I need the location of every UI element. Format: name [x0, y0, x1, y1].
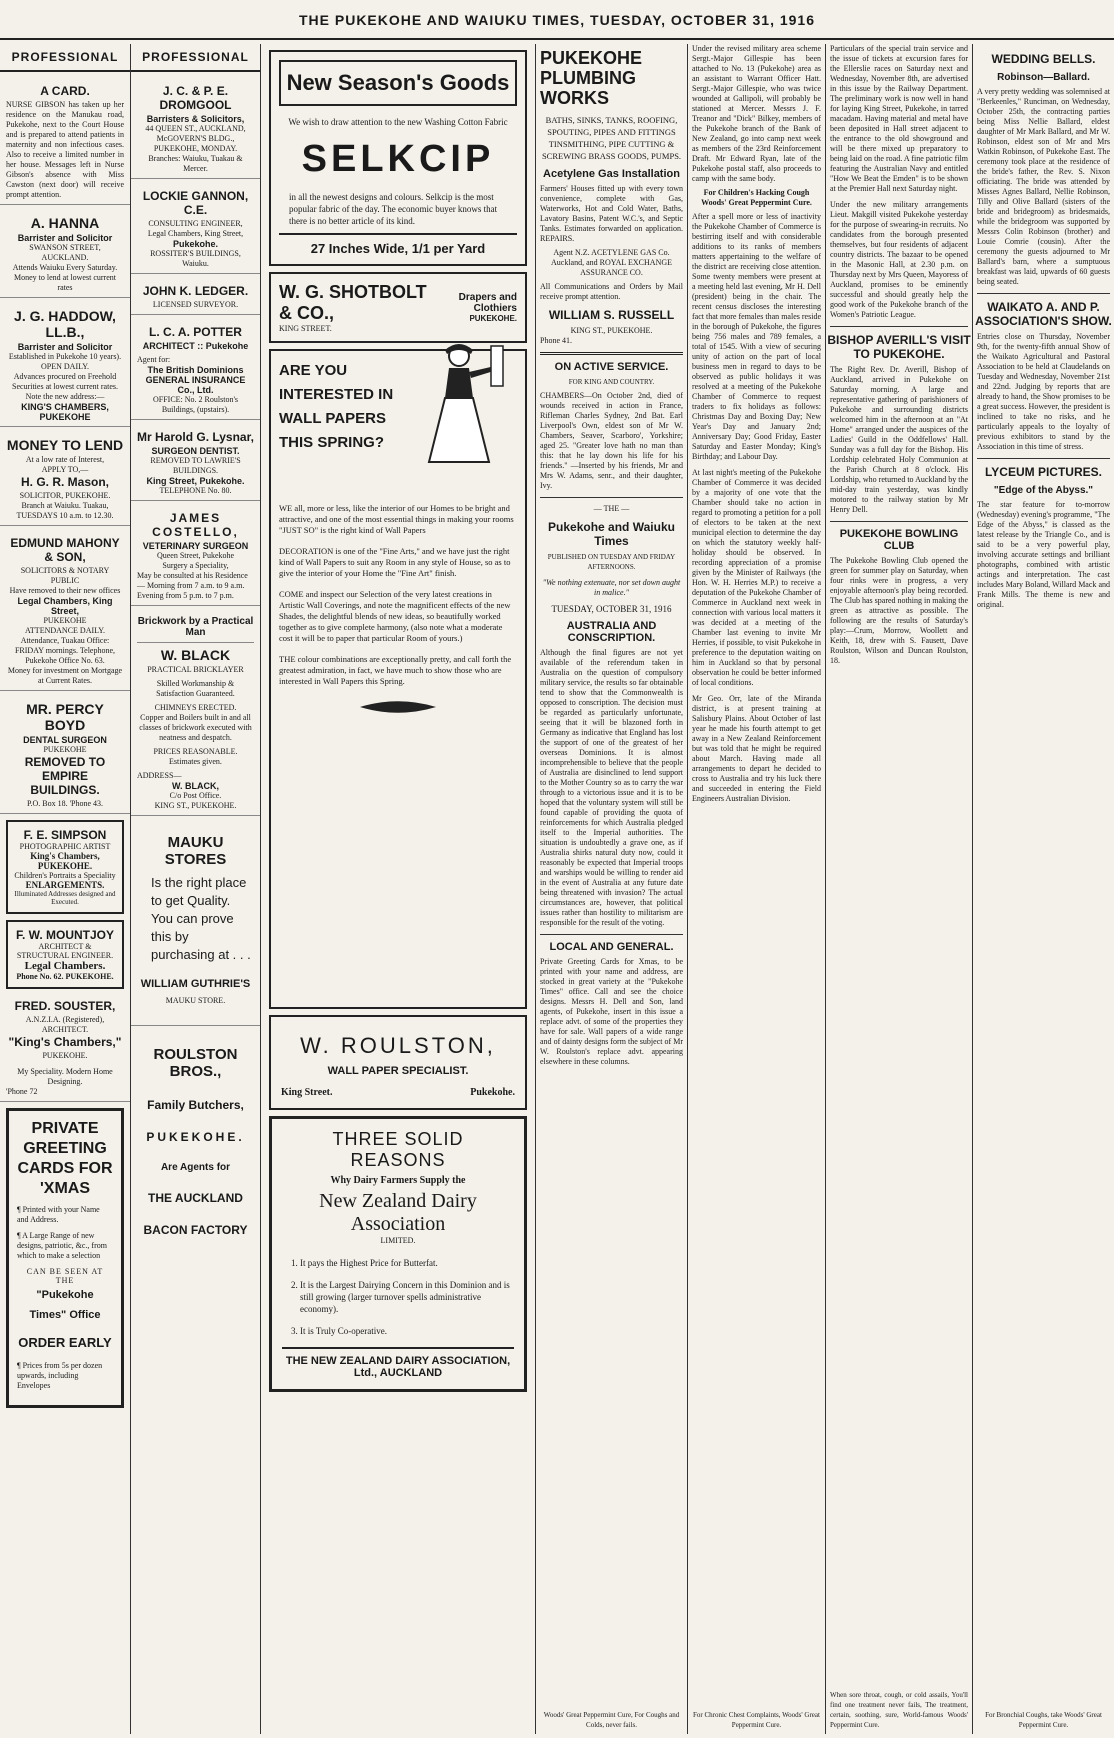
- potter-role: ARCHITECT :: Pukekohe: [142, 341, 249, 351]
- black-role: PRACTICAL BRICKLAYER: [147, 665, 244, 674]
- simpson-note: Children's Portraits a Speciality: [14, 871, 116, 880]
- column-advertisements: [260, 44, 535, 1734]
- black-chimneys: CHIMNEYS ERECTED.: [154, 703, 237, 712]
- souster-role: A.N.Z.I.A. (Registered), ARCHITECT.: [25, 1015, 105, 1034]
- money-title: MONEY TO LEND: [6, 437, 124, 453]
- column-professional-1: [0, 44, 130, 1734]
- wall-headline: ARE YOU INTERESTED IN WALL PAPERS THIS SPRING?: [279, 362, 394, 451]
- news-text-a: Under the revised military area scheme Sergt.-Major Gillespie has been attached to No. 13 (Pukekohe) area as an assistant to Warrant Officer Hatt. Sergt.-Major Gillespie, who was twice wounded at Gallipoli, will probably be stationed at Mercer. Messrs J. F. Treanor and "Dick" Bilkey, members of the Pukekohe branch of the Bank of New Zealand, go into camp next week as members of the 23rd Reinforcement Draft. Mr Edward Ryan, late of the Pukekohe postal staff, also proceeds to camp with the same body.: [692, 44, 821, 183]
- guthrie-name: WILLIAM GUTHRIE'S: [140, 978, 251, 990]
- roulston-bacon: BACON FACTORY: [143, 1223, 248, 1237]
- shotbolt-name: W. G. SHOTBOLT & CO.,: [279, 282, 427, 323]
- divider: [830, 521, 968, 522]
- potter-ad: [131, 321, 260, 420]
- hanna-note: Attends Waiuku Every Saturday. Money to lend at lowest current rates: [12, 263, 118, 292]
- souster-ad: [0, 995, 130, 1102]
- boyd-ad: [0, 697, 130, 814]
- guthrie-sub: MAUKU STORE.: [165, 996, 226, 1005]
- roulston-street: King Street.: [281, 1087, 333, 1098]
- costello-name: JAMES COSTELLO,: [152, 511, 239, 539]
- lysnar-role: SURGEON DENTIST.: [151, 446, 240, 456]
- potter-name: L. C. A. POTTER: [149, 325, 242, 339]
- bowling-title: PUKEKOHE BOWLING CLUB: [839, 528, 959, 552]
- greeting-printed: ¶ Printed with your Name and Address.: [17, 1205, 100, 1224]
- divider: [540, 934, 683, 935]
- divider: [977, 458, 1110, 459]
- black-skill: Skilled Workmanship & Satisfaction Guaranteed.: [156, 679, 235, 698]
- black-name: W. BLACK: [160, 647, 231, 663]
- plumb-services: BATHS, SINKS, TANKS, ROOFING, SPOUTING, PIPES AND FITTINGS TINSMITHING, PIPE CUTTING & SCREWING BRASS GOODS, PUMPS.: [541, 115, 682, 161]
- lysnar-phone: TELEPHONE No. 80.: [159, 486, 232, 495]
- dromgool-building: McGOVERN'S BLDG., PUKEKOHE, MONDAY.: [153, 134, 238, 153]
- wall-papers-ad: [269, 349, 527, 1009]
- gannon-address: Legal Chambers, King Street,: [147, 229, 244, 238]
- mahony-name: EDMUND MAHONY & SON,: [10, 536, 120, 564]
- shotbolt-ad: [269, 272, 527, 343]
- wall-p3: COME and inspect our Selection of the very latest creations in Artistic Wall Coverings, and note the magnificent effects of the new Shades, the delightful blends of new ideas, so beautifully worked together as to give complete harmony, (also note what a moderate cost it will be to paper that particular Room of yours.): [279, 589, 511, 643]
- dromgool-address: 44 QUEEN ST., AUCKLAND,: [145, 124, 246, 133]
- mahony-note: Have removed to their new offices: [9, 586, 121, 595]
- greeting-order: ORDER EARLY: [18, 1335, 112, 1350]
- lyceum-title: LYCEUM PICTURES.: [985, 465, 1102, 479]
- money-rate: At a low rate of Interest,: [25, 455, 105, 464]
- lyceum-text: The star feature for to-morrow (Wednesday) evening's programme, "The Edge of the Abyss," is classed as the latest release by the Triangle Co., and is said to be a very powerful play, involving accurate settings and brilliant photographs, combined with artistic actings and interpretation. The cast includes Mary Boland, Willard Mack and Frank Mills. The theme is new and original.: [977, 500, 1110, 609]
- simpson-address: King's Chambers, PUKEKOHE.: [30, 851, 100, 871]
- wedding-text: A very pretty wedding was solemnised at "Berkeenles," Runciman, on Wednesday, October 25th, the contracting parties being Miss Nellie Ballard, eldest daughter of Mr Mark Ballard, and Mr W. Robinson, eldest son of Mr and Mrs Watkin Robinson, of Pukekohe East. The ceremony took place at the residence of the bride's father, the Rev. S. Nixon officiating. The bride was attended by Misses Agnes Ballard, Nellie Robinson, Tilly and Olive Ballard (sisters of the bride and bridegroom) as bridesmaids, while the bridegroom was supported by Messrs Colin Robinson (brother) and Louie Comrie (cousin). After the ceremony the guests adjourned to Mr Ballard's barn, where a sumptuous breakfast was laid, upwards of 60 guests being seated.: [977, 87, 1110, 286]
- gannon-name: LOCKIE GANNON, C.E.: [142, 189, 249, 217]
- mahony-ad: [0, 532, 130, 691]
- costello-ad: [131, 507, 260, 606]
- souster-speciality: My Speciality. Modern Home Designing.: [17, 1067, 113, 1086]
- published-note: PUBLISHED ON TUESDAY AND FRIDAY AFTERNOONS.: [547, 553, 676, 571]
- dromgool-branches: Branches: Waiuku, Tuakau & Mercer.: [148, 154, 243, 173]
- mountjoy-role: ARCHITECT & STRUCTURAL ENGINEER.: [16, 942, 114, 960]
- black-po: C/o Post Office.: [169, 791, 222, 800]
- shotbolt-town: PUKEKOHE.: [469, 314, 517, 323]
- reasons-footer: THE NEW ZEALAND DAIRY ASSOCIATION, Ltd., AUCKLAND: [282, 1347, 514, 1379]
- shotbolt-street: KING STREET.: [279, 324, 332, 333]
- dromgool-role: Barristers & Solicitors,: [146, 114, 245, 124]
- column-plumbing-editorial: [535, 44, 687, 1734]
- hanna-title: Barrister and Solicitor: [17, 233, 113, 243]
- costello-note: May be consulted at his Residence — Morning from 7 a.m. to 9 a.m. Evening from 5 p.m. to 7 p.m.: [137, 571, 248, 600]
- greeting-range: ¶ A Large Range of new designs, patriotic, &c., from which to make a selection: [17, 1231, 107, 1260]
- reason-3: 3. It is Truly Co-operative.: [300, 1325, 514, 1337]
- greeting-seen: CAN BE SEEN AT THE: [26, 1267, 104, 1285]
- acetylene-title: Acetylene Gas Installation: [543, 168, 680, 180]
- roulston-the: THE AUCKLAND: [148, 1191, 243, 1205]
- mauku-title: MAUKU STORES: [164, 834, 227, 868]
- potter-office: OFFICE: No. 2 Roulston's Buildings, (upstairs).: [152, 395, 238, 414]
- wall-p4: THE colour combinations are exceptionally pretty, and call forth the greatest admiration, in fact, we have much to show those who are interested in Wall Papers this Spring.: [279, 654, 512, 686]
- souster-town: PUKEKOHE.: [42, 1051, 88, 1060]
- roulston-name: W. ROULSTON,: [300, 1033, 496, 1058]
- ledger-ad: [131, 280, 260, 315]
- mountjoy-name: F. W. MOUNTJOY: [15, 928, 114, 942]
- news-text-b: Under the new military arrangements Lieut. Makgill visited Pukekohe yesterday for the purpose of swearing-in recruits. No candidates from the borough presented themselves, but four residents of adjacent country districts. The bazaar to be opened in the Masonic Hall, at 2.30 p.m. on Thursday next by Mrs Queen, Mayoress of Auckland, promises to be eminently successful and should greatly help the good work of the Pukekohe branch of the Women's Patriotic League.: [830, 200, 968, 319]
- hanna-ad: [0, 211, 130, 298]
- roulston-ad: [269, 1015, 527, 1110]
- wall-p1: WE all, more or less, like the interior of our Homes to be bright and attractive, and one of the most essential things in making your rooms "JUST SO" is the right kind of Wall Papers: [279, 503, 514, 535]
- roulston-town: Pukekohe.: [470, 1087, 515, 1098]
- bowling-text: The Pukekohe Bowling Club opened the green for summer play on Saturday, when four rinks were in progress, a very enjoyable afternoon's play being recorded. The Club has spared nothing in making the green as attractive as possible. The following are the results of Saturday's play:—Crum, Morrow, Woollett and Keith, 18, drew with S. Fausett, Dave Roulston, Wilson and Duncan Roulston, 18.: [830, 556, 968, 665]
- plumbing-ad: [536, 44, 687, 346]
- money-apply: APPLY TO,—: [41, 465, 89, 474]
- roulston-bros-ad: [131, 1025, 260, 1261]
- souster-phone: 'Phone 72: [6, 1087, 38, 1096]
- costello-role: VETERINARY SURGEON: [142, 541, 249, 551]
- simpson-name: F. E. SIMPSON: [23, 828, 107, 842]
- black-name-2: W. BLACK,: [172, 781, 219, 791]
- russell-name: WILLIAM S. RUSSELL: [548, 308, 675, 322]
- the-label: — THE —: [593, 504, 630, 513]
- plumb-title: PUKEKOHE PLUMBING WORKS: [540, 48, 643, 108]
- roulston-agents: Are Agents for: [160, 1162, 231, 1173]
- acetylene-text: Farmers' Houses fitted up with every town convenience, complete with Gas, Waterworks, Hot and Cold Water, Baths, Lavatory Basins, Patent W.C.'s, and Septic Tanks. Estimates forwarded on application. REPAIRS.: [540, 184, 683, 243]
- local-text: Private Greeting Cards for Xmas, to be printed with your name and address, are stocked in great variety at the "Pukekohe Times" office. Call and see the choice designs. Messrs H. Dell and Son, land agents, of Pukekohe, insert in this issue a replace advt. of some of the properties they have for sale. Wall papers of a wide range and of dainty designs form the subject of Mr W. Roulston's replace advt. appearing elsewhere in these columns.: [540, 957, 683, 1066]
- reasons-title: THREE SOLID REASONS: [332, 1129, 464, 1170]
- black-address-label: ADDRESS—: [137, 771, 182, 780]
- potter-agent: Agent for:: [137, 355, 171, 364]
- haddow-established: Established in Pukekohe 10 years).: [8, 352, 122, 361]
- gannon-role: CONSULTING ENGINEER,: [148, 219, 243, 228]
- shotbolt-trade: Drapers and Clothiers: [458, 292, 517, 314]
- active-service-text: CHAMBERS—On October 2nd, died of wounds received in action in France, Rifleman Charles Sydney, 2nd Bat. Earl Liverpool's Own, eldest son of Mr W. Chambers, Seaver, Scarboro', Yorkshire; aged 25. "Greater love hath no man than this: that he lay down his life for his friends." —Inserted by his friends, Mr and Mrs W. Adams, senr., and their daughter, Ivy.: [540, 391, 683, 490]
- roulston-bros-name: ROULSTON BROS.,: [153, 1046, 238, 1080]
- reasons-name: New Zealand Dairy Association: [319, 1190, 477, 1235]
- divider: [540, 497, 683, 498]
- simpson-ad: [6, 820, 124, 914]
- mauku-stores-ad: [131, 822, 260, 1011]
- gannon-town: Pukekohe.: [172, 239, 219, 249]
- column-news-2: [825, 44, 972, 1734]
- australia-title: AUSTRALIA AND CONSCRIPTION.: [566, 620, 657, 644]
- acetylene-comm: All Communications and Orders by Mail receive prompt attention.: [540, 282, 683, 301]
- goods-width: 27 Inches Wide, 1/1 per Yard: [279, 233, 517, 256]
- masthead: [0, 0, 1114, 40]
- haddow-ad: [0, 304, 130, 427]
- bishop-text: The Right Rev. Dr. Averill, Bishop of Auckland, arrived in Pukekohe on Saturday morning. A large and representative gathering of parishioners of Pukekohe and surrounding districts welcomed him in the afternoon at an "At Home" arranged under the auspices of the Ladies' Guild in the Oddfellows' Hall. Sunday was a full day for the Bishop. His Lordship celebrated Holy Communion at the Parish Church at 8 o'clock. His Lordship, who returned to Auckland by the mid-day train yesterday, was kindly motored to the railway station by Mr Henry Dell.: [830, 365, 968, 514]
- dairy-association-ad: [269, 1116, 527, 1392]
- haddow-title: Barrister and Solicitor: [17, 342, 113, 352]
- waikato-text: Entries close on Thursday, November 9th, for the twenty-fifth annual Show of the Waikato Agricultural and Pastoral Association to be held at Claudelands on Tuesday and Wednesday, November 21st and 22nd. Judging by reports that are already to hand, the Show promises to be a great success. However, the president is inclined to take no risks, and he particularly appeals to the loyalty of previous exhibitors to stand by the Association in this time of stress.: [977, 332, 1110, 451]
- ledger-name: JOHN K. LEDGER.: [142, 284, 249, 298]
- boyd-removed: REMOVED TO EMPIRE BUILDINGS.: [24, 755, 106, 797]
- mahony-town: PUKEKOHE: [43, 616, 87, 625]
- lysnar-name: Mr Harold G. Lysnar,: [137, 430, 254, 444]
- russell-phone: Phone 41.: [540, 336, 572, 345]
- black-prices: PRICES REASONABLE. Estimates given.: [153, 747, 238, 766]
- hanna-address: SWANSON STREET, AUCKLAND.: [29, 243, 101, 262]
- col4-footer: Woods' Great Peppermint Cure, For Coughs and Colds, never fails.: [543, 1711, 680, 1729]
- news-text-b: After a spell more or less of inactivity the Pukekohe Chamber of Commerce is bestirring itself and with considerable additions to its ranks of members matters appertaining to the welfare of the district are receiving close attention. Some twenty members were present at a meeting held last evening, Mr H. Dell (president) being in the chair. The recent census discloses the interesting fact that more females than males reside in the borough of Pukekohe, the figures being 756 males and 789 females, a total of 1545. With a view of securing unity of action on the part of local business men in regard to days to be observed as public holidays it was resolved at a meeting of the Pukekohe Chamber of Commerce to request traders to fix holidays as follows: Christmas Day and Boxing Day; New Year's Day and January 2nd; Anniversary Day; Good Friday, Easter Saturday and Easter Monday; King's Birthday; and Labour Day.: [692, 212, 821, 461]
- gannon-ad: [131, 185, 260, 274]
- wedding-title: WEDDING BELLS.: [991, 52, 1096, 66]
- russell-address: KING ST., PUKEKOHE.: [570, 326, 653, 335]
- potter-company: The British Dominions GENERAL INSURANCE Co., Ltd.: [145, 365, 246, 395]
- mountjoy-ad: [6, 920, 124, 989]
- local-title: LOCAL AND GENERAL.: [549, 941, 674, 953]
- mahony-role: SOLICITORS & NOTARY PUBLIC: [20, 566, 110, 585]
- simpson-role: PHOTOGRAPHIC ARTIST: [19, 842, 111, 851]
- new-season-goods-ad: [269, 50, 527, 266]
- australia-text: Although the final figures are not yet available of the referendum taken in Australia on the question of compulsory military service, the results so far obtainable tend to show that the Commonwealth is opposed to conscription. The decision must be regarded as particularly unfortunate, seeing that it will be blazoned forth in Germany as indicative that England has lost the support of one of the greatest of her overseas Dominions. It is almost incomprehensible to believe that the people of Australia are disinclined to lend support to the Mother Country so as to carry the war through to a victorious issue and it is to be hoped that the voluntary system will still be found capable of providing the quota of reinforcements for which Australia pledged itself to the Imperial authorities. The situation is undoubtedly a grave one, as if Australia shirks natural duty now, could it reasonably be expected that Imperial troops and warships would be willing to render aid in the event of Australia at any future date being threatened with invasion? The actual circumstances are, however, that political issues rather than hostility to militarism are responsible for the result of the voting.: [540, 648, 683, 927]
- section-header: PROFESSIONAL: [0, 44, 130, 72]
- black-head: Brickwork by a Practical Man: [137, 616, 254, 643]
- divider: [830, 326, 968, 327]
- column-news-1: [687, 44, 825, 1734]
- simpson-enlargements: ENLARGEMENTS.: [25, 880, 105, 890]
- boyd-name: MR. PERCY BOYD: [26, 701, 104, 733]
- goods-intro: We wish to draw attention to the new Washing Cotton Fabric: [288, 117, 508, 127]
- money-name: H. G. R. Mason,: [20, 475, 109, 489]
- boyd-box: P.O. Box 18. 'Phone 43.: [26, 799, 104, 808]
- reasons-list: [282, 1257, 514, 1337]
- nurse-card-ad: [0, 80, 130, 205]
- goods-brand: SELKCIP: [301, 138, 495, 180]
- column-professional-2: [130, 44, 260, 1734]
- children-head: For Children's Hacking Cough Woods' Great Peppermint Cure.: [701, 188, 812, 207]
- wedding-sub: Robinson—Ballard.: [997, 72, 1090, 83]
- mauku-pitch: Is the right place to get Quality. You can prove this by purchasing at . . .: [151, 875, 251, 962]
- lysnar-note: REMOVED TO LAWRIE'S BUILDINGS.: [150, 456, 241, 475]
- acetylene-agent: Agent N.Z. ACETYLENE GAS Co. Auckland, and ROYAL EXCHANGE ASSURANCE CO.: [550, 248, 673, 277]
- lyceum-sub: "Edge of the Abyss.": [993, 485, 1094, 496]
- souster-address: "King's Chambers,": [8, 1035, 122, 1049]
- woman-illustration: [407, 349, 507, 468]
- reason-2: 2. It is the Largest Dairying Concern in this Dominion and is still growing (larger turnover spells administrative economy).: [300, 1279, 514, 1315]
- haddow-address: KING'S CHAMBERS, PUKEKOHE: [21, 402, 109, 422]
- paper-name: Pukekohe and Waiuku Times: [548, 520, 675, 548]
- column-social: [972, 44, 1114, 1734]
- mountjoy-phone: Phone No. 62. PUKEKOHE.: [16, 972, 114, 981]
- black-ad: [131, 612, 260, 816]
- black-town: KING ST., PUKEKOHE.: [154, 801, 237, 810]
- roulston-butchers: Family Butchers,: [147, 1098, 244, 1112]
- card-text: NURSE GIBSON has taken up her residence on the Manukau road, Pukekohe, next to the Court House and is prepared to attend patients in maternity and non infectious cases. Also to receive a limited number in her house. Messages left in Nurse Gibson's absence with Miss Cawston (next door) will receive prompt attention.: [6, 100, 124, 199]
- greeting-prices: ¶ Prices from 5s per dozen upwards, including Envelopes: [17, 1361, 103, 1390]
- news-text-a: Particulars of the special train service and the issue of tickets at excursion fares for the Ellerslie races on Saturday next and Wednesday, November 8th, are advertised in this issue by the Railway Department. The preliminary work is now well in hand for laying King Street, Pukekohe, in tarred macadam. Having material and metal have been deposited in Hall street adjacent to the entrance to the old showground and will be there mixed up preparatory to being laid on the road. A fine patriotic film featuring the Australian Navy and entitled "How We Beat the Emden" is to be shown at the Premier Hall next Saturday night.: [830, 44, 968, 193]
- divider: [540, 352, 683, 355]
- active-service-sub: FOR KING AND COUNTRY.: [568, 378, 655, 386]
- reasons-sub: Why Dairy Farmers Supply the: [330, 1175, 466, 1186]
- ornament-icon: [279, 697, 517, 717]
- souster-name: FRED. SOUSTER,: [14, 999, 116, 1013]
- section-header: PROFESSIONAL: [131, 44, 260, 72]
- money-role: SOLICITOR, PUKEKOHE.: [19, 491, 111, 500]
- lysnar-ad: [131, 426, 260, 501]
- greeting-office: "Pukekohe Times" Office: [29, 1289, 101, 1321]
- haddow-name: J. G. HADDOW, LL.B.,: [14, 308, 116, 340]
- money-branch: Branch at Waiuku. Tuakau, TUESDAYS 10 a.m. to 12.30.: [16, 501, 114, 520]
- mahony-attendance: ATTENDANCE DAILY. Attendance, Tuakau Office: FRIDAY mornings. Telephone, Pukekohe Office No. 63.: [14, 626, 116, 665]
- boyd-role: DENTAL SURGEON: [23, 735, 107, 745]
- bishop-title: BISHOP AVERILL'S VISIT TO PUKEKOHE.: [827, 333, 971, 361]
- masthead-title: THE PUKEKOHE AND WAIUKU TIMES, TUESDAY, OCTOBER 31, 1916: [298, 12, 816, 28]
- dromgool-name: J. C. & P. E. DROMGOOL: [159, 84, 232, 112]
- money-to-lend-ad: [0, 433, 130, 526]
- lysnar-address: King Street, Pukekohe.: [146, 476, 245, 486]
- col5-footer: For Chronic Chest Complaints, Woods' Great Peppermint Cure.: [693, 1711, 820, 1729]
- mountjoy-address: Legal Chambers.: [24, 960, 106, 972]
- mahony-money: Money for investment on Mortgage at Current Rates.: [7, 666, 123, 685]
- waikato-title: WAIKATO A. AND P. ASSOCIATION'S SHOW.: [975, 300, 1112, 328]
- goods-title: New Season's Goods: [279, 60, 517, 106]
- news-text-c: At last night's meeting of the Pukekohe Chamber of Commerce it was decided by a majority of one vote that the Chamber should take no action in regard to promoting a petition for a poll of electors to be taken at the next municipal election to determine the day on which the statutory weekly half-holiday should be observed. In recording appreciation of a promise given by the Minister of Railways (the Hon. W. H. Herries M.P.) to receive a deputation of the Pukekohe Chamber of Commerce in Auckland next week in connection with various local matters it was decided at a meeting of the Chamber last evening to invite Mr Herries, if possible, to visit Pukekohe in preference to the deputation waiting on him in Auckland so that by personal observation he could be better informed of local conditions.: [692, 468, 821, 687]
- paper-motto: "We nothing extenuate, nor set down aught in malice.": [542, 578, 681, 597]
- news-text-d: Mr Geo. Orr, late of the Miranda district, is at present training at Salisbury Plains. About October of last year he made his fourth attempt to get away in a New Zealand Reinforcement but was told that he might be required about March. Having made all arrangements to depart he decided to cross to Australia and try his luck there and succeeded in entering the Field Engineers Australian Division.: [692, 694, 821, 803]
- simpson-illuminated: Illuminated Addresses designed and Executed.: [14, 890, 116, 906]
- dromgool-ad: [131, 80, 260, 179]
- greeting-title: PRIVATE GREETING CARDS FOR 'XMAS: [17, 1120, 113, 1197]
- active-service-title: ON ACTIVE SERVICE.: [554, 361, 669, 373]
- roulston-town: PUKEKOHE.: [146, 1130, 245, 1144]
- costello-address: Queen Street, Pukekohe: [156, 551, 235, 560]
- col6-footer: When sore throat, cough, or cold assails, You'll find one treatment never fails, The treatment, certain, soothing, sure, World-famous Woods' Peppermint Cure.: [830, 1691, 968, 1729]
- issue-date: TUESDAY, OCTOBER 31, 1916: [551, 604, 672, 614]
- roulston-spec: WALL PAPER SPECIALIST.: [327, 1065, 469, 1077]
- reasons-limited: LIMITED.: [380, 1236, 416, 1245]
- mahony-address: Legal Chambers, King Street,: [17, 596, 113, 616]
- goods-text: in all the newest designs and colours. Selkcip is the most popular fabric of the day. The economic buyer knows that there is no better article of its kind.: [289, 192, 498, 226]
- card-title: A CARD.: [40, 84, 90, 98]
- ledger-role: LICENSED SURVEYOR.: [152, 300, 239, 309]
- greeting-cards-ad: [6, 1108, 124, 1408]
- hanna-name: A. HANNA: [30, 215, 100, 231]
- gannon-building: ROSSITER'S BUILDINGS, Waiuku.: [150, 249, 241, 268]
- haddow-open: OPEN DAILY.: [41, 362, 89, 371]
- divider: [977, 293, 1110, 294]
- costello-service: Surgery a Speciality,: [162, 561, 229, 570]
- boyd-town: PUKEKOHE: [43, 745, 87, 754]
- wall-p2: DECORATION is one of the "Fine Arts," and we have just the right kind of Wall Papers to suit any Room in any style of House, so as to give the interior of your Home the "Fine Art" finish.: [279, 546, 511, 578]
- haddow-note: Advances procured on Freehold Securities at lowest current rates. Note the new address:—: [12, 372, 118, 401]
- black-copper: Copper and Boilers built in and all classes of brickwork executed with neatness and despatch.: [139, 713, 252, 742]
- reason-1: 1. It pays the Highest Price for Butterfat.: [300, 1257, 514, 1269]
- col7-footer: For Bronchial Coughs, take Woods' Great Peppermint Cure.: [985, 1711, 1102, 1729]
